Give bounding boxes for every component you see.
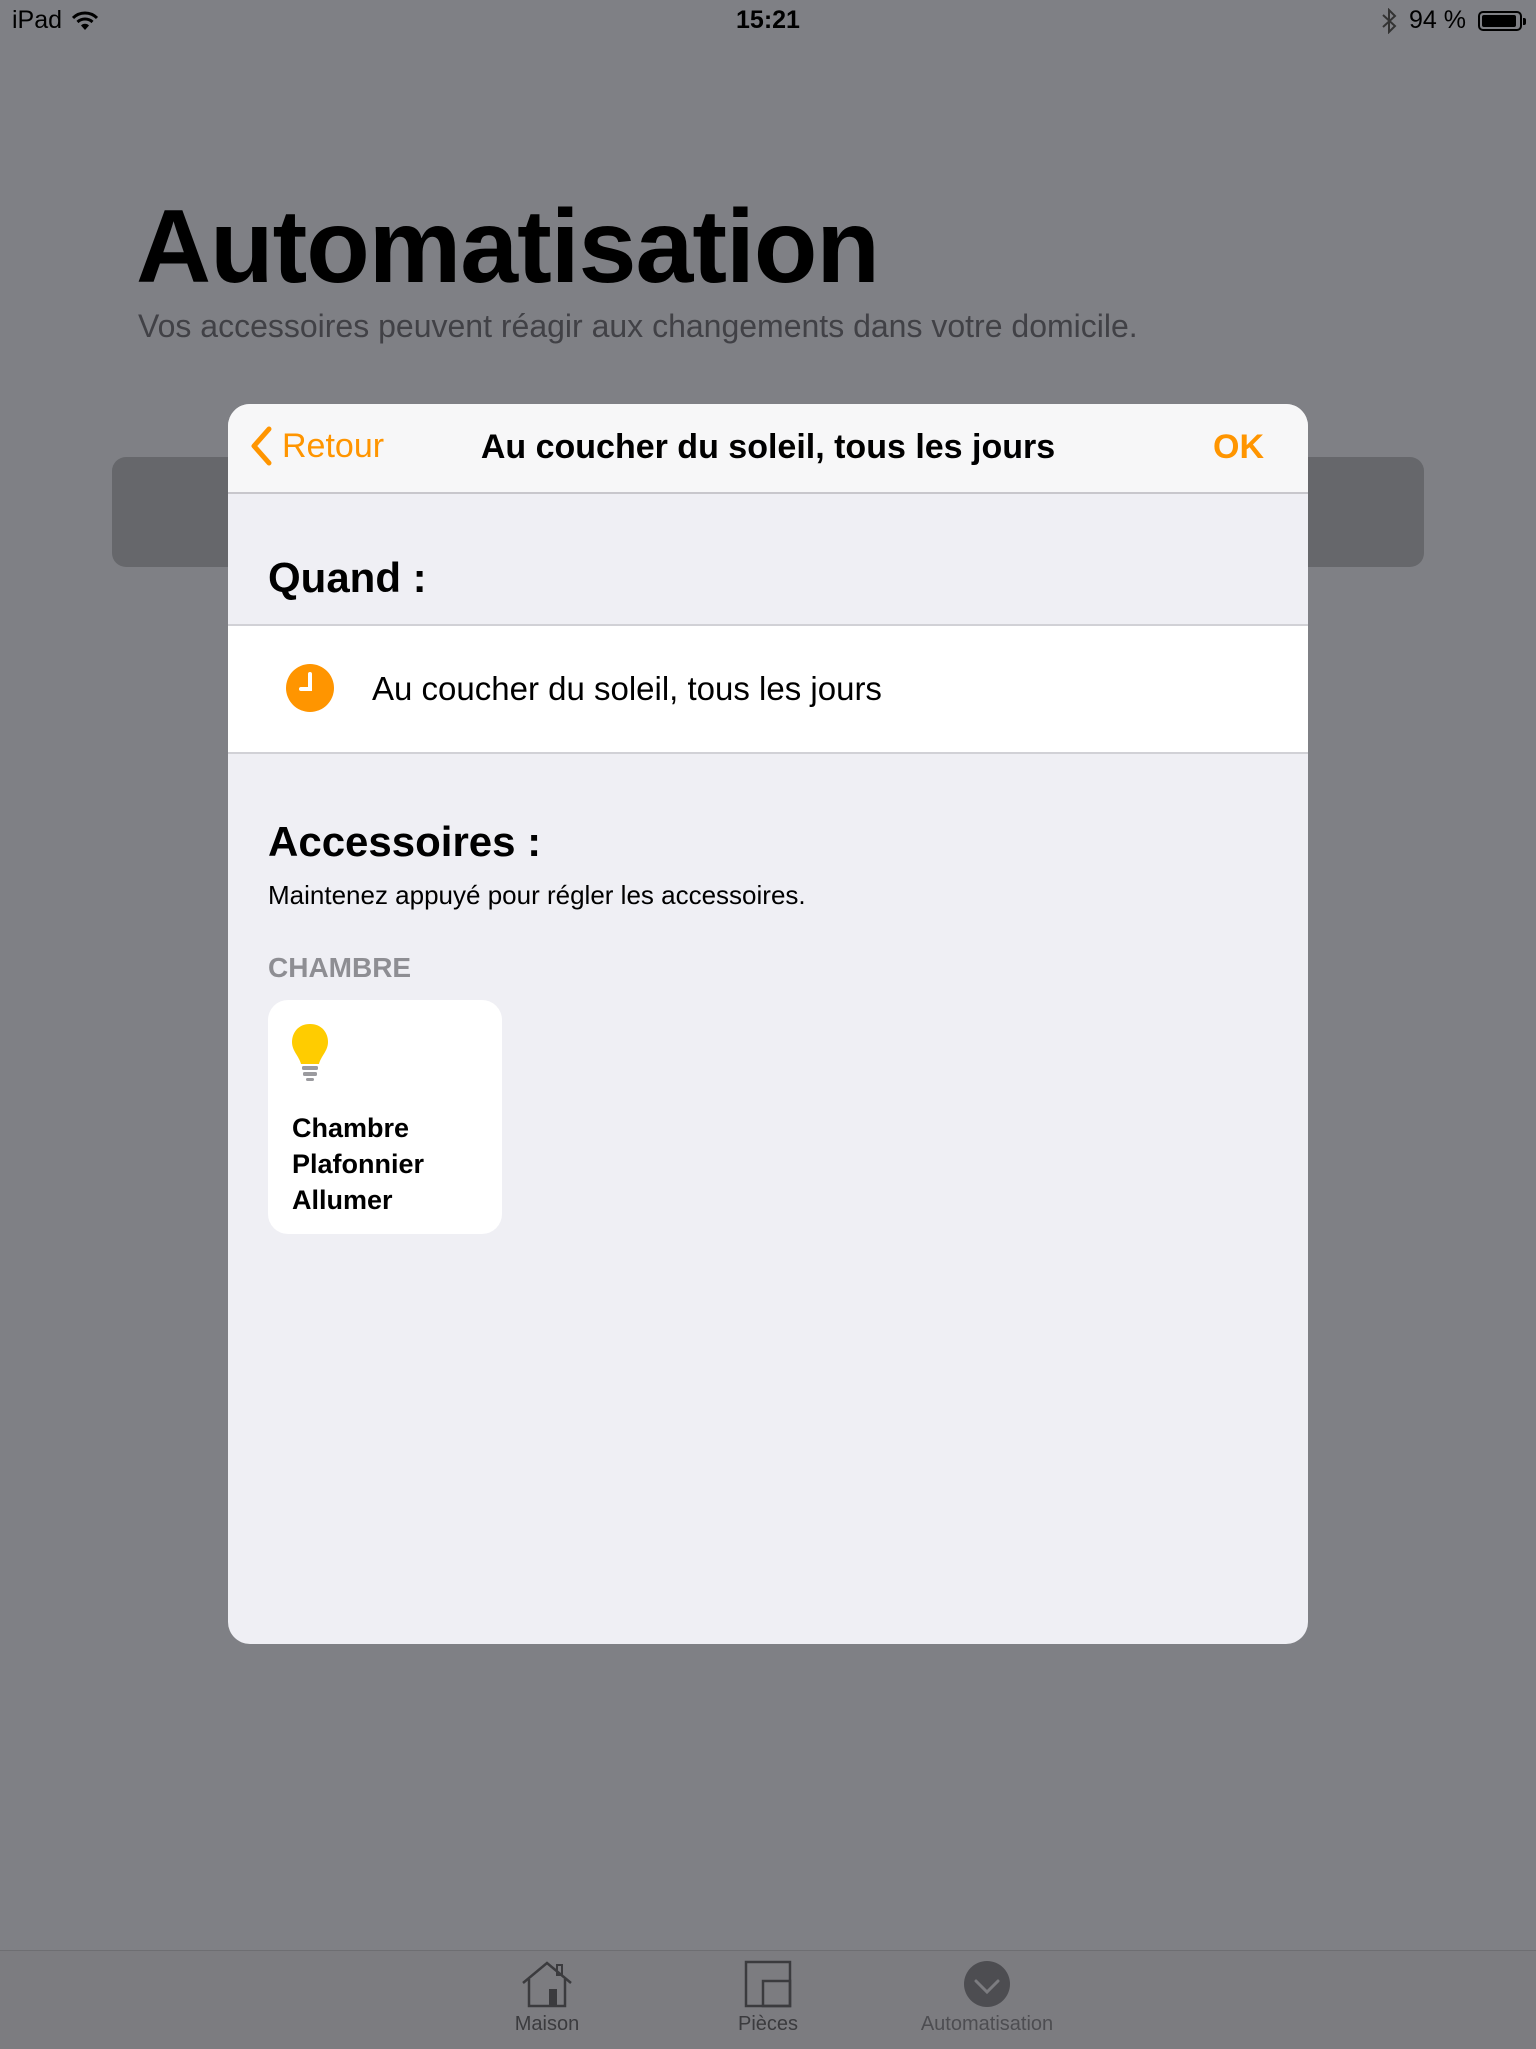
trigger-row[interactable]	[228, 624, 1308, 754]
page-subtitle: Vos accessoires peuvent réagir aux changements dans votre domicile.	[138, 308, 1138, 344]
accessories-hint: Maintenez appuyé pour régler les accessoires.	[268, 880, 806, 910]
modal-title: Au coucher du soleil, tous les jours	[480, 428, 1056, 466]
tab-automatisation[interactable]	[907, 1959, 1067, 2036]
bluetooth-icon	[1381, 8, 1397, 34]
back-label: Retour	[282, 426, 385, 465]
tab-label: Maison	[514, 2013, 580, 2035]
ok-button[interactable]: OK	[1213, 428, 1264, 466]
battery-percent: 94 %	[1409, 6, 1466, 34]
status-bar	[0, 0, 1536, 40]
lightbulb-icon	[290, 1022, 330, 1082]
automation-modal	[228, 404, 1308, 1644]
clock-icon	[286, 664, 334, 712]
when-heading: Quand :	[268, 554, 427, 601]
clock-time: 15:21	[736, 6, 800, 34]
tab-bar	[0, 1950, 1536, 2049]
trigger-label: Au coucher du soleil, tous les jours	[372, 670, 882, 707]
tab-maison[interactable]	[467, 1959, 627, 2036]
page-title: Automatisation	[136, 189, 879, 305]
tab-pieces[interactable]	[688, 1959, 848, 2036]
tab-label: Pièces	[737, 2013, 799, 2035]
accessory-room: Chambre	[292, 1113, 410, 1143]
modal-navbar	[228, 404, 1308, 494]
accessories-heading: Accessoires :	[268, 818, 542, 865]
tab-label: Automatisation	[920, 2013, 1054, 2035]
automation-clock-icon	[962, 1959, 1012, 2009]
house-icon	[519, 1959, 575, 2009]
battery-icon	[1478, 11, 1522, 31]
rooms-icon	[743, 1959, 793, 2009]
accessory-name: Plafonnier	[292, 1149, 425, 1179]
accessory-tile[interactable]	[268, 1000, 502, 1234]
device-label: iPad	[12, 6, 63, 34]
accessory-action: Allumer	[292, 1185, 393, 1215]
room-label: CHAMBRE	[268, 952, 412, 983]
